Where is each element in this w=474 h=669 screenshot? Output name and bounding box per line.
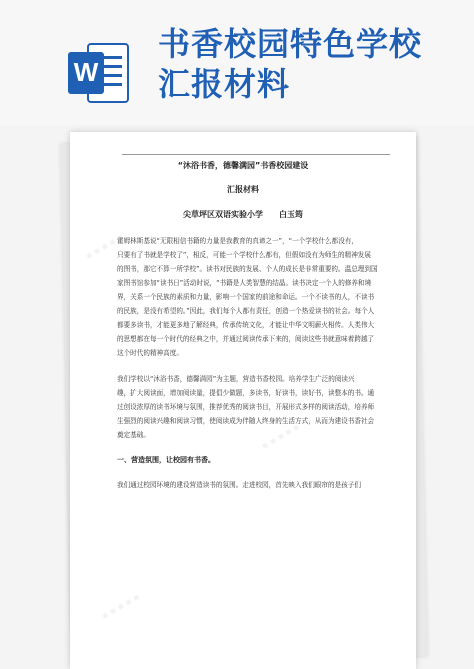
- watermark: ▪ ▪ ▪ ▪ ▪: [260, 422, 302, 452]
- text-line: 的民族，是没有希望的。”因此，我们每个人都有责任，创造一个热爱读书的社会。每个人: [117, 307, 375, 315]
- text-line: 奠定基础。: [117, 431, 150, 439]
- text-line: 都要多读书，才能更多地了解经典，传承传统文化，才能让中华文明薪火相传。人类伟大: [117, 321, 375, 329]
- document-page: [70, 132, 416, 669]
- text-line: 界，关系一个民族的素质和力量，影响一个国家的前途和命运。一个不读书的人，不读书: [117, 293, 375, 301]
- page-title: [158, 24, 422, 104]
- text-line: 我们学校以“沐浴书香，德馨满园”为主题，营造书香校园。培养学生广泛的阅读兴: [117, 375, 355, 383]
- title-line-2: 汇报材料: [158, 65, 291, 103]
- word-document-icon: [64, 38, 134, 108]
- text-line: 的思想都在每一个时代的经典之中，并通过阅读传承下来的，阅读这些书就意味着跨越了: [117, 335, 375, 343]
- text-line: 过创设浓厚的读书环境与氛围，推荐优秀的阅读书目，开展形式多样的阅读活动，培养师: [117, 403, 375, 411]
- paragraph-1: [117, 234, 389, 360]
- author-line: 尖草坪区双语实验小学 白玉筠: [183, 210, 303, 219]
- text-line: 家图书馆参加“读书日”活动时说，“书籍是人类智慧的结晶。读书决定一个人的修养和境: [117, 279, 372, 287]
- watermark: ▪ ▪ ▪ ▪ ▪: [84, 232, 126, 262]
- section-heading: 一、营造氛围，让校园有书香。: [117, 456, 215, 464]
- text-line: 霍姆林斯基说“无限相信书籍的力量是我教育的真谛之一”，“一个学校什么都没有，: [117, 237, 359, 245]
- banner: [0, 0, 474, 125]
- text-line: 的图书，那它不算一所学校”。读书对民族的发展、个人的成长是非常重要的。温总理到国: [117, 265, 378, 273]
- title-line-1: 书香校园特色学校: [158, 25, 423, 63]
- text-line: 只要有了书就是学校了”，相反，可能一个学校什么都有，但假如没有为师生的精神发展: [117, 251, 371, 259]
- text-line: 生强烈的阅读兴趣和阅读习惯，使阅读成为伴随人终身的生活方式，从而为建设书香社会: [117, 417, 375, 425]
- text-line: 这个时代的精神高度。: [117, 349, 183, 357]
- word-logo-letter: W: [73, 57, 99, 87]
- document-header-title: “沐浴书香，德馨满园”书香校园建设: [177, 161, 309, 170]
- header-rule: [122, 154, 390, 155]
- paragraph-2: [117, 372, 389, 442]
- watermark: ▪ ▪ ▪ ▪ ▪: [100, 592, 142, 622]
- paragraph-3: [117, 478, 389, 492]
- text-line: 我们通过校园环境的建设营造读书的氛围。走进校园，首先映入我们眼帘的是孩子们: [117, 481, 361, 489]
- document-subtitle: 汇报材料: [227, 185, 259, 194]
- text-line: 趣，扩大阅读面，增加阅读量，提倡少做题，多读书，好读书，读好书，读整本的书。通: [117, 389, 375, 397]
